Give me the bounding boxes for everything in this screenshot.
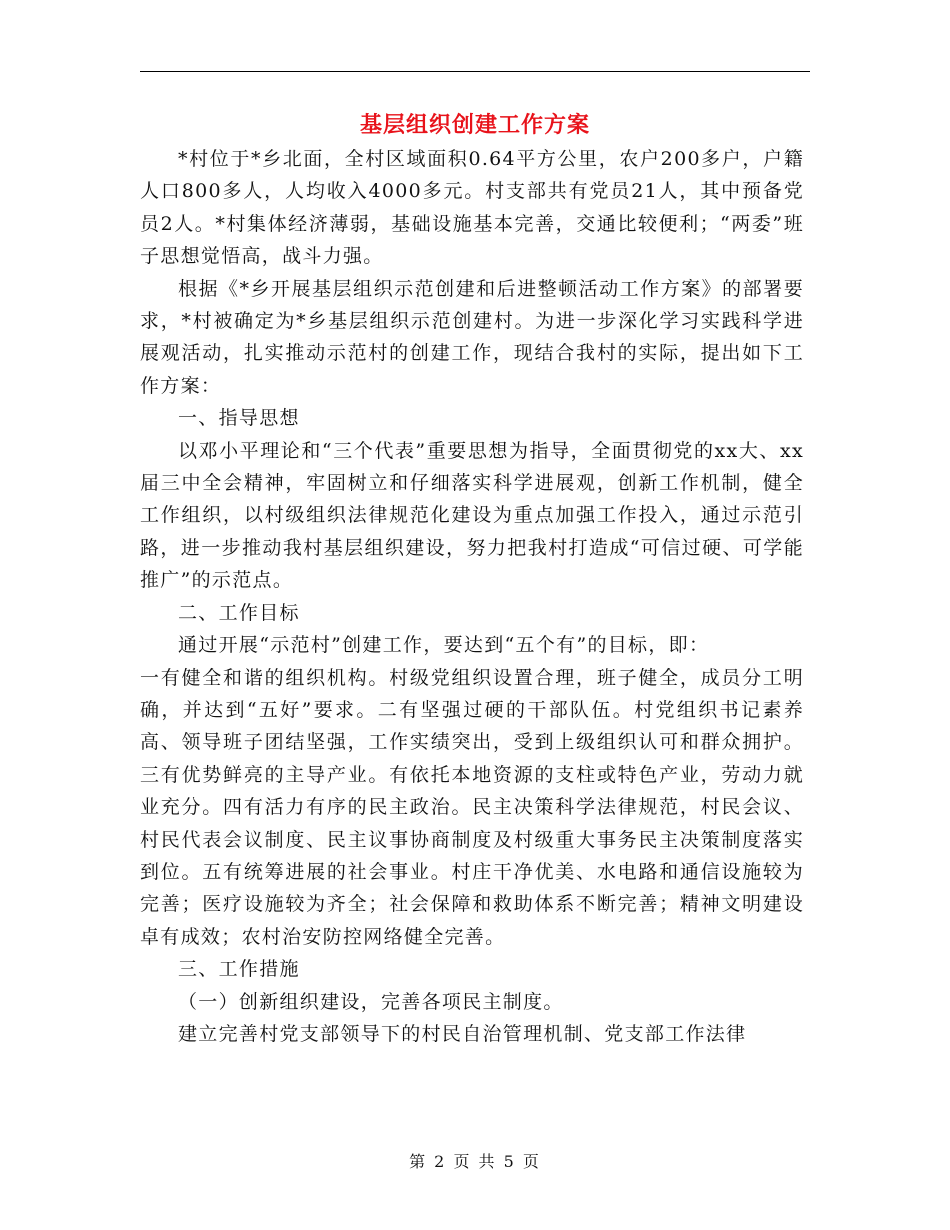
heading-guiding-ideology: 一、指导思想	[178, 407, 300, 430]
page-number-footer: 第 2 页 共 5 页	[409, 1152, 541, 1171]
paragraph-organization-building: 建立完善村党支部领导下的村民自治管理机制、党支部工作法律	[178, 1022, 747, 1045]
document-body	[140, 143, 804, 1050]
document-title: 基层组织创建工作方案	[359, 112, 590, 138]
paragraph-goals-intro: 通过开展“示范村”创建工作，要达到“五个有”的目标，即：	[178, 634, 710, 657]
paragraph-guiding-ideology: 以邓小平理论和“三个代表”重要思想为指导，全面贯彻党的xx大、xx届三中全会精神，牢固树立和仔细落实科学进展观，创新工作机制，健全工作组织，以村级组织法律规范化建设为重点加强工作投入，通过示范引路，进一步推动我村基层组织建设，努力把我村打造成“可信过硬、可学能推广”的示范点。	[140, 439, 804, 592]
heading-work-goals: 二、工作目标	[178, 601, 300, 624]
paragraph-basis: 根据《*乡开展基层组织示范创建和后进整顿活动工作方案》的部署要求，*村被确定为*乡基层组织示范创建村。为进一步深化学习实践科学进展观活动，扎实推动示范村的创建工作，现结合我村的实际，提出如下工作方案：	[140, 277, 804, 397]
heading-work-measures: 三、工作措施	[178, 958, 300, 981]
subheading-organization-building: （一）创新组织建设，完善各项民主制度。	[178, 990, 564, 1013]
paragraph-village-overview: *村位于*乡北面，全村区域面积0.64平方公里，农户200多户，户籍人口800多人，人均收入4000多元。村支部共有党员21人，其中预备党员2人。*村集体经济薄弱，基础设施基本完善，交通比较便利；“两委”班子思想觉悟高，战斗力强。	[140, 148, 804, 268]
header-rule	[140, 71, 810, 72]
paragraph-five-haves: 一有健全和谐的组织机构。村级党组织设置合理，班子健全，成员分工明确，并达到“五好”要求。二有坚强过硬的干部队伍。村党组织书记素养高、领导班子团结坚强，工作实绩突出，受到上级组织认可和群众拥护。三有优势鲜亮的主导产业。有依托本地资源的支柱或特色产业，劳动力就业充分。四有活力有序的民主政治。民主决策科学法律规范，村民会议、村民代表会议制度、民主议事协商制度及村级重大事务民主决策制度落实到位。五有统筹进展的社会事业。村庄干净优美、水电路和通信设施较为完善；医疗设施较为齐全；社会保障和救助体系不断完善；精神文明建设卓有成效；农村治安防控网络健全完善。	[140, 666, 804, 948]
